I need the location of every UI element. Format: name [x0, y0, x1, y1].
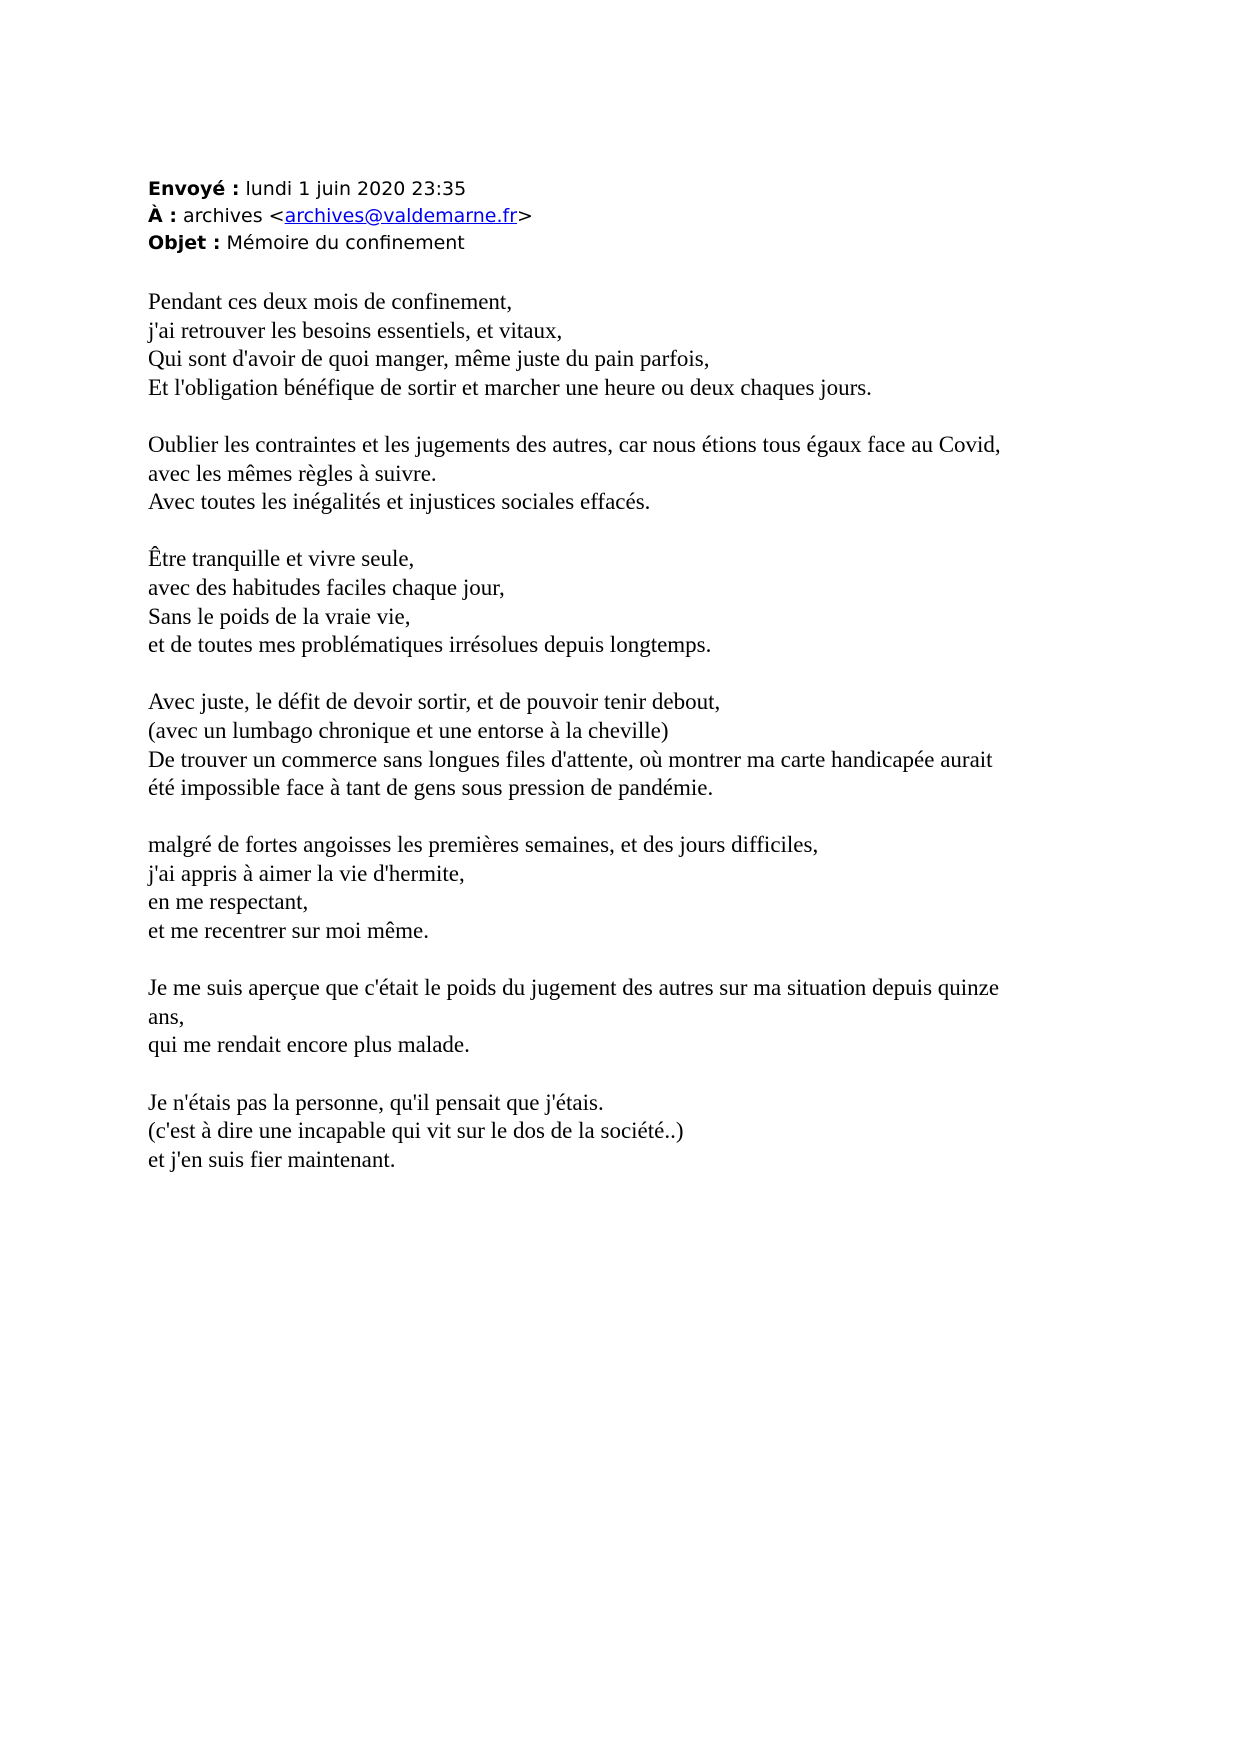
body-paragraph — [148, 688, 1108, 802]
email-body — [148, 288, 1108, 1203]
sent-label: Envoyé : — [148, 178, 240, 200]
body-line: (avec un lumbago chronique et une entorse à la cheville) — [148, 717, 669, 743]
body-paragraph — [148, 974, 1108, 1060]
subject-line — [148, 230, 1108, 257]
body-line: Qui sont d'avoir de quoi manger, même juste du pain parfois, — [148, 346, 710, 372]
subject-label: Objet : — [148, 232, 221, 254]
body-paragraph — [148, 831, 1108, 945]
body-line: Pendant ces deux mois de confinement, — [148, 289, 513, 314]
sent-line — [148, 176, 1108, 203]
body-line: qui me rendait encore plus malade. — [148, 1032, 470, 1058]
body-line: j'ai appris à aimer la vie d'hermite, — [148, 860, 465, 886]
to-close: > — [517, 205, 533, 227]
subject-value: Mémoire du confinement — [226, 232, 465, 254]
to-line — [148, 203, 1108, 230]
body-line: Je n'étais pas la personne, qu'il pensait que j'étais. — [148, 1089, 604, 1115]
body-line: et j'en suis fier maintenant. — [148, 1146, 396, 1172]
body-paragraph — [148, 431, 1108, 517]
body-line: Sans le poids de la vraie vie, — [148, 603, 411, 629]
body-line: Oublier les contraintes et les jugements des autres, car nous étions tous égaux face au Covid, — [148, 431, 1001, 457]
sent-value: lundi 1 juin 2020 23:35 — [245, 178, 467, 200]
body-line: Être tranquille et vivre seule, — [148, 546, 415, 572]
body-line: Et l'obligation bénéfique de sortir et marcher une heure ou deux chaques jours. — [148, 374, 872, 400]
body-line: et me recentrer sur moi même. — [148, 918, 429, 944]
body-line: Avec juste, le défit de devoir sortir, et de pouvoir tenir debout, — [148, 689, 721, 715]
body-line: avec les mêmes règles à suivre. — [148, 460, 437, 486]
to-name: archives < — [182, 205, 285, 227]
body-line: malgré de fortes angoisses les premières semaines, et des jours difficiles, — [148, 832, 819, 858]
body-paragraph — [148, 288, 1108, 402]
recipient-email-link[interactable]: archives@valdemarne.fr — [284, 205, 518, 227]
body-line: avec des habitudes faciles chaque jour, — [148, 574, 505, 600]
body-line: (c'est à dire une incapable qui vit sur le dos de la société..) — [148, 1118, 684, 1144]
body-line: Avec toutes les inégalités et injustices sociales effacés. — [148, 489, 651, 515]
body-line: et de toutes mes problématiques irrésolues depuis longtemps. — [148, 632, 712, 658]
body-line: De trouver un commerce sans longues files d'attente, où montrer ma carte handicapée aurait — [148, 746, 993, 772]
body-line: été impossible face à tant de gens sous pression de pandémie. — [148, 775, 714, 801]
body-paragraph — [148, 545, 1108, 659]
body-line: ans, — [148, 1003, 185, 1029]
body-paragraph — [148, 1089, 1108, 1175]
body-line: en me respectant, — [148, 889, 309, 915]
to-label: À : — [148, 205, 177, 227]
email-header — [148, 176, 1108, 257]
body-line: Je me suis aperçue que c'était le poids du jugement des autres sur ma situation depuis quinze — [148, 975, 1000, 1001]
body-line: j'ai retrouver les besoins essentiels, et vitaux, — [148, 317, 563, 343]
